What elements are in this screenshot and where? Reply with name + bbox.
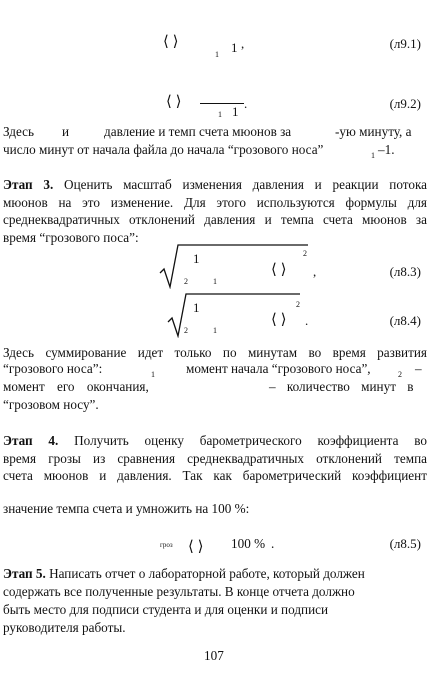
step-3-line-2: мюонов на это изменение. Для этого используются формулы для <box>3 194 427 210</box>
step-4-line-3: счета мюонов и давления. Так как барометрический коэффициент <box>3 468 427 483</box>
subscript: 1 <box>218 110 222 119</box>
numerator-one: 1 <box>193 251 200 266</box>
period: . <box>305 313 309 328</box>
subscript: 2 <box>398 370 402 379</box>
step-4-paragraph <box>3 432 427 485</box>
angle-bracket: ⟨ ⟩ <box>271 312 287 328</box>
subscript: 1 <box>371 151 375 160</box>
step-5-heading: Этап 5. <box>3 566 46 581</box>
step-3-line-3: среднеквадратичных отклонений давления и темпа счета мюонов за <box>3 212 427 227</box>
text-fragment: момент начала “грозового носа”, <box>186 361 371 376</box>
equation-number: (л9.2) <box>389 96 421 111</box>
word: Здесь <box>3 124 35 139</box>
step-5-line-4: руководителя работы. <box>3 620 126 635</box>
text-fragment: – количество минут в <box>269 379 414 394</box>
text-fragment: момент его окончания, <box>3 379 149 394</box>
step-4-line-4: значение темпа счета и умножить на 100 %: <box>3 501 250 516</box>
subscript: 2 <box>184 326 188 335</box>
numerator-one: 1 <box>193 300 200 315</box>
subscript: 1 <box>213 277 217 286</box>
word: и <box>62 124 70 139</box>
denominator: 1 <box>232 104 239 119</box>
equation-number: (л9.1) <box>389 36 421 51</box>
step-4-heading: Этап 4. <box>3 433 59 448</box>
subscript: 1 <box>215 50 219 59</box>
subscript: гроз <box>160 541 173 549</box>
term: 100 % <box>231 536 266 551</box>
page-number: 107 <box>204 648 224 663</box>
step-3-paragraph <box>3 176 427 246</box>
equation-number: (л8.3) <box>389 264 421 279</box>
text-fragment: число минут от начала файла до начала “грозового носа” <box>3 142 324 157</box>
text-fragment: “грозовом носу”. <box>3 397 99 412</box>
text-fragment: “грозового носа”: <box>3 361 103 376</box>
superscript: 2 <box>296 300 300 309</box>
angle-bracket: ⟨ ⟩ <box>271 262 287 278</box>
step-3-line-4: время “грозового поса”: <box>3 229 139 245</box>
step-3-line-1: Оценить масштаб изменения давления и реакции потока <box>64 177 427 192</box>
subscript: 1 <box>151 370 155 379</box>
term: 1 <box>231 40 238 55</box>
step-3-heading: Этап 3. <box>3 177 54 192</box>
step-5-line-1: Написать отчет о лабораторной работе, который должен <box>49 566 365 581</box>
angle-bracket: ⟨ ⟩ <box>163 34 179 50</box>
text-fragment: давление и темп счета мюонов за <box>104 124 292 139</box>
text-line: Здесь суммирование идет только по минутам во время развития <box>3 345 427 360</box>
period: . <box>271 536 275 551</box>
text-fragment: –1. <box>378 142 395 157</box>
angle-bracket: ⟨ ⟩ <box>188 539 204 555</box>
period: . <box>244 96 248 111</box>
superscript: 2 <box>303 249 307 258</box>
step-4-line-1: Получить оценку барометрического коэффициента во <box>74 433 427 448</box>
comma: , <box>241 36 245 51</box>
subscript: 2 <box>184 277 188 286</box>
comma: , <box>313 264 317 279</box>
text-fragment: -ую минуту, а <box>335 124 412 139</box>
step-5-line-2: содержать все полученные результаты. В конце отчета должно <box>3 584 355 599</box>
equation-number: (л8.4) <box>389 313 421 328</box>
step-5-paragraph <box>3 565 365 637</box>
step-5-line-3: быть место для подписи студента и для оценки и подписи <box>3 602 329 617</box>
text-fragment: – <box>415 361 422 376</box>
angle-bracket: ⟨ ⟩ <box>166 94 182 110</box>
subscript: 1 <box>213 326 217 335</box>
step-4-line-2: время грозы из сравнения среднеквадратичных отклонений темпа <box>3 450 427 466</box>
sqrt-sign <box>158 243 310 289</box>
equation-number: (л8.5) <box>389 536 421 551</box>
